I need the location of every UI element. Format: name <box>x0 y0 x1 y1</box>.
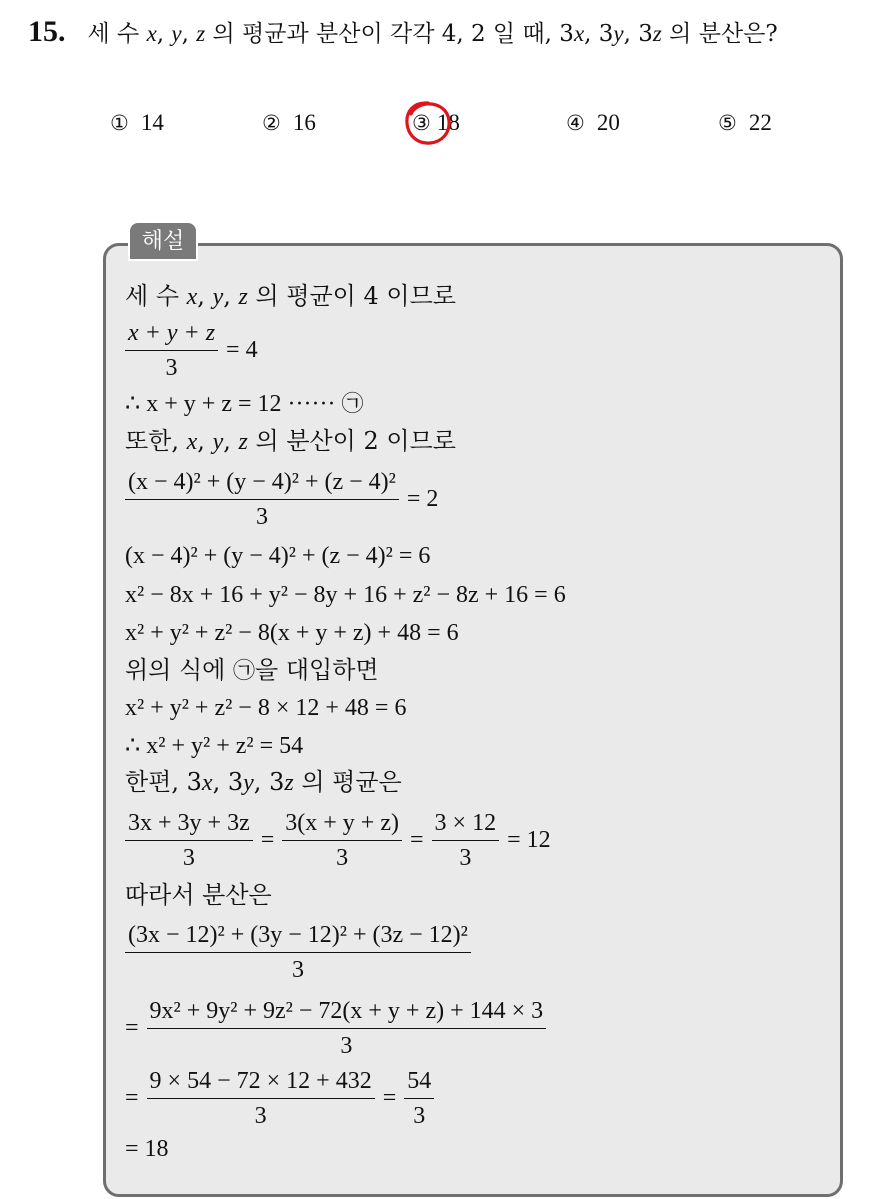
denominator: 3 <box>165 355 178 381</box>
exp-line-5 <box>125 467 446 532</box>
choice-value: 14 <box>140 110 164 135</box>
numerator: 54 <box>404 1066 434 1099</box>
exp-line-8: x² + y² + z² − 8(x + y + z) + 48 = 6 <box>125 620 459 646</box>
var-z: z <box>238 429 248 455</box>
choice-value: 20 <box>596 110 620 135</box>
denominator: 3 <box>182 845 195 871</box>
comma: , <box>253 768 262 796</box>
exp-line-18: = 18 <box>125 1136 169 1162</box>
var-z: z <box>284 770 294 796</box>
answer-circle-mark <box>404 100 452 146</box>
choice-2[interactable] <box>262 104 316 142</box>
var-x: x <box>573 21 585 46</box>
rhs: = 4 <box>226 337 258 363</box>
comma: , <box>223 282 231 310</box>
var-x: x <box>146 21 157 46</box>
fraction <box>432 808 500 873</box>
equals: = <box>260 827 275 853</box>
rhs: = 12 <box>507 827 551 853</box>
ref-mark: ㉠ <box>341 392 364 417</box>
equals: = <box>125 1015 139 1041</box>
fraction <box>125 920 471 985</box>
denominator: 3 <box>459 845 472 871</box>
text: 한편, <box>125 768 179 796</box>
choice-mark: ① <box>110 111 129 135</box>
three: 3 <box>186 768 202 796</box>
comma: , <box>156 21 165 47</box>
question-stem-suffix: 의 평균과 분산이 각각 4, 2 일 때, 3 <box>212 21 574 47</box>
comma: , <box>584 21 592 47</box>
equals: = <box>410 827 424 853</box>
exp-line-9 <box>125 655 379 687</box>
denominator: 3 <box>254 1103 267 1129</box>
fraction <box>282 808 402 873</box>
numerator: 3x + 3y + 3z <box>125 808 253 841</box>
exp-line-11: ∴ x² + y² + z² = 54 <box>125 733 304 759</box>
question-stem-prefix: 세 수 <box>87 21 140 47</box>
choice-1[interactable] <box>110 104 164 142</box>
numerator: x + y + z <box>125 318 218 351</box>
choice-mark: ⑤ <box>718 111 737 135</box>
choice-value: 16 <box>292 110 316 135</box>
choice-5[interactable] <box>718 104 772 142</box>
rhs: = 2 <box>406 486 439 512</box>
question-line <box>28 12 778 52</box>
exp-line-2 <box>125 318 266 383</box>
comma: , <box>623 21 631 47</box>
numerator: 3 × 12 <box>432 808 500 841</box>
denominator: 3 <box>413 1103 426 1129</box>
text: 위의 식에 <box>125 656 226 684</box>
denominator: 3 <box>255 504 268 530</box>
numerator: 9 × 54 − 72 × 12 + 432 <box>147 1066 375 1099</box>
text: 의 분산이 2 이므로 <box>255 427 456 455</box>
exp-line-13 <box>125 808 559 873</box>
var-z: z <box>196 21 206 46</box>
choice-value: 22 <box>748 110 772 135</box>
fraction <box>404 1066 434 1131</box>
comma: , <box>197 282 205 310</box>
var-y: y <box>613 21 624 46</box>
comma: , <box>181 21 189 47</box>
text: 또한, <box>125 427 179 455</box>
denominator: 3 <box>340 1033 353 1059</box>
exp-line-3 <box>125 389 364 420</box>
numerator: 9x² + 9y² + 9z² − 72(x + y + z) + 144 × 3 <box>147 996 547 1029</box>
var-x: x <box>186 429 198 455</box>
var-y: y <box>212 429 224 455</box>
text: 세 수 <box>125 282 179 310</box>
three: 3 <box>227 768 244 796</box>
exp-line-4 <box>125 426 456 457</box>
exp-line-15 <box>125 920 471 985</box>
equals: = <box>125 1085 139 1111</box>
choice-mark: ④ <box>566 111 585 135</box>
question-stem-end: 의 분산은? <box>669 21 778 47</box>
var-y: y <box>212 284 224 310</box>
numerator: (x − 4)² + (y − 4)² + (z − 4)² <box>125 467 399 500</box>
ref-mark: ㉠ <box>233 659 256 684</box>
comma: , <box>212 768 221 796</box>
three: 3 <box>638 21 653 47</box>
exp-line-12 <box>125 767 402 798</box>
var-y: y <box>243 770 254 796</box>
fraction <box>125 467 399 532</box>
text: 의 평균이 4 이므로 <box>255 282 456 310</box>
equals: = <box>382 1085 397 1111</box>
three: 3 <box>598 21 614 47</box>
var-z: z <box>652 21 662 46</box>
choice-value: 18 <box>436 110 460 135</box>
text: 을 대입하면 <box>255 656 379 684</box>
choice-4[interactable] <box>566 104 620 142</box>
denominator: 3 <box>336 845 349 871</box>
fraction <box>125 808 253 873</box>
fraction <box>125 318 218 383</box>
denominator: 3 <box>291 957 304 983</box>
exp-line-10: x² + y² + z² − 8 × 12 + 48 = 6 <box>125 695 407 721</box>
explanation-tag: 해설 <box>128 221 198 261</box>
choice-mark: ③ <box>412 111 431 135</box>
exp-line-7: x² − 8x + 16 + y² − 8y + 16 + z² − 8z + 16 = 6 <box>125 582 566 608</box>
choice-mark: ② <box>262 111 281 135</box>
three: 3 <box>269 768 285 796</box>
var-x: x <box>201 770 213 796</box>
comma: , <box>223 427 231 455</box>
text: 의 평균은 <box>301 768 402 796</box>
exp-line-1 <box>125 281 456 312</box>
question-number: 15. <box>28 15 66 48</box>
equation: ∴ x + y + z = 12 ······ <box>125 391 336 417</box>
exp-line-6: (x − 4)² + (y − 4)² + (z − 4)² = 6 <box>125 543 431 569</box>
var-x: x <box>186 284 198 310</box>
var-z: z <box>238 284 248 310</box>
fraction <box>147 996 547 1061</box>
exp-line-14: 따라서 분산은 <box>125 881 272 909</box>
exp-line-16 <box>125 996 546 1061</box>
fraction <box>147 1066 375 1131</box>
exp-line-17 <box>125 1066 434 1131</box>
numerator: (3x − 12)² + (3y − 12)² + (3z − 12)² <box>125 920 471 953</box>
numerator: 3(x + y + z) <box>282 808 402 841</box>
comma: , <box>197 427 205 455</box>
var-y: y <box>171 21 182 46</box>
